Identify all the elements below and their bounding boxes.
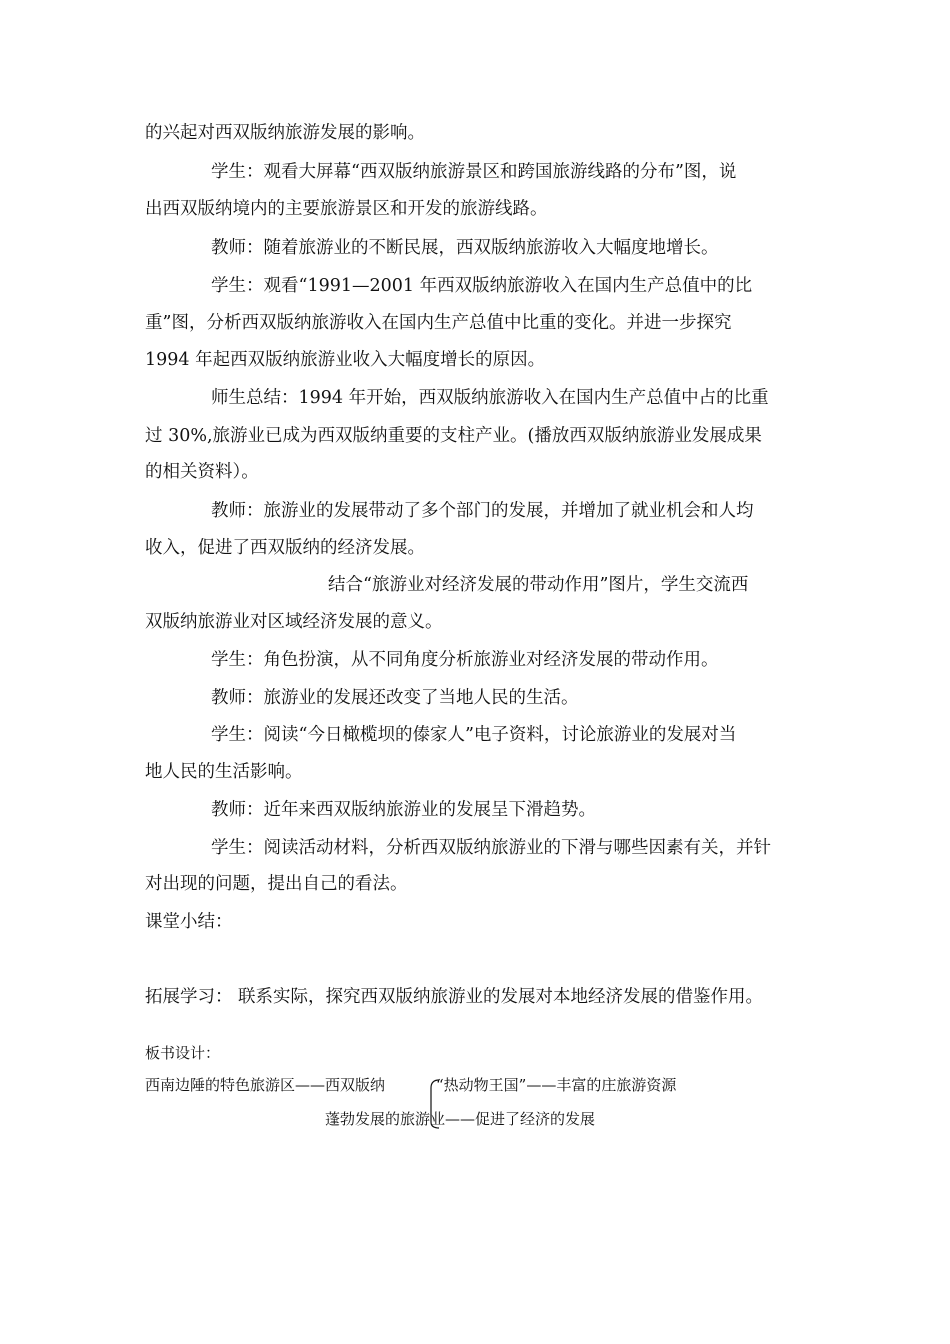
paragraph-line: 结合“旅游业对经济发展的带动作用”图片，学生交流西 xyxy=(328,575,749,595)
paragraph-line: 双版纳旅游业对区域经济发展的意义。 xyxy=(145,612,443,632)
board-branch-1: “热动物王国”——丰富的庄旅游资源 xyxy=(436,1076,677,1094)
paragraph-line: 教师：旅游业的发展带动了多个部门的发展，并增加了就业机会和人均 xyxy=(211,501,754,521)
board-branch-2: 蓬勃发展的旅游业——促进了经济的发展 xyxy=(325,1110,596,1128)
paragraph-line: 的兴起对西双版纳旅游发展的影响。 xyxy=(145,123,425,143)
paragraph-line: 学生：阅读活动材料，分析西双版纳旅游业的下滑与哪些因素有关，并针 xyxy=(211,838,771,858)
paragraph-line: 教师：旅游业的发展还改变了当地人民的生活。 xyxy=(211,688,579,708)
section-heading: 课堂小结： xyxy=(145,912,233,932)
board-heading: 板书设计： xyxy=(145,1044,221,1062)
extension-line: 拓展学习： 联系实际，探究西双版纳旅游业的发展对本地经济发展的借鉴作用。 xyxy=(145,987,764,1007)
paragraph-line: 学生：观看“1991—2001 年西双版纳旅游收入在国内生产总值中的比 xyxy=(211,276,753,296)
paragraph-line: 地人民的生活影响。 xyxy=(145,762,303,782)
paragraph-line: 重”图，分析西双版纳旅游收入在国内生产总值中比重的变化。并进一步探究 xyxy=(145,313,732,333)
paragraph-line: 1994 年起西双版纳旅游业收入大幅度增长的原因。 xyxy=(145,350,546,370)
board-main-topic: 西南边陲的特色旅游区——西双版纳 xyxy=(145,1076,386,1094)
paragraph-line: 师生总结：1994 年开始，西双版纳旅游收入在国内生产总值中占的比重 xyxy=(211,388,769,408)
paragraph-line: 学生：阅读“今日橄榄坝的傣家人”电子资料，讨论旅游业的发展对当 xyxy=(211,725,737,745)
paragraph-line: 教师：近年来西双版纳旅游业的发展呈下滑趋势。 xyxy=(211,800,596,820)
paragraph-line: 对出现的问题，提出自己的看法。 xyxy=(145,874,408,894)
paragraph-line: 学生：角色扮演，从不同角度分析旅游业对经济发展的带动作用。 xyxy=(211,650,719,670)
paragraph-line: 的相关资料）。 xyxy=(145,462,259,482)
paragraph-line: 收入，促进了西双版纳的经济发展。 xyxy=(145,538,425,558)
paragraph-line: 出西双版纳境内的主要旅游景区和开发的旅游线路。 xyxy=(145,199,548,219)
paragraph-line: 教师：随着旅游业的不断民展，西双版纳旅游收入大幅度地增长。 xyxy=(211,238,719,258)
paragraph-line: 学生：观看大屏幕“西双版纳旅游景区和跨国旅游线路的分布”图，说 xyxy=(211,162,737,182)
paragraph-line: 过 30%,旅游业已成为西双版纳重要的支柱产业。(播放西双版纳旅游业发展成果 xyxy=(145,426,762,446)
